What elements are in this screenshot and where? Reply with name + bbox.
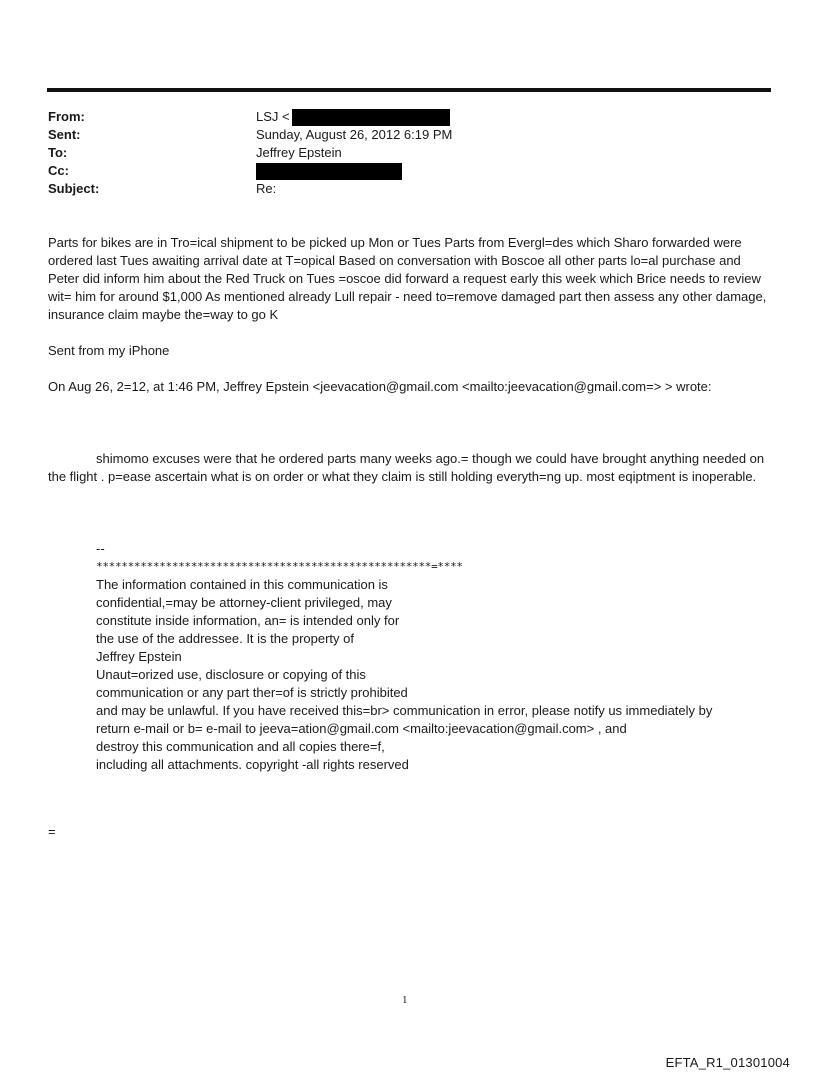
email-header (48, 108, 768, 198)
signature-line: including all attachments. copyright -all rights reserved (96, 757, 409, 772)
header-rule (47, 88, 771, 92)
cc-label: Cc: (48, 163, 69, 178)
cc-row (48, 162, 768, 180)
trailing-mark: = (48, 824, 56, 839)
signature-line: the use of the addressee. It is the property of (96, 631, 354, 646)
to-value: Jeffrey Epstein (256, 145, 342, 160)
quote-header: On Aug 26, 2=12, at 1:46 PM, Jeffrey Epstein <jeevacation@gmail.com <mailto:jeevacation@gmail.com=> > wrote: (48, 379, 712, 394)
from-label: From: (48, 109, 85, 124)
from-row (48, 108, 768, 126)
sent-value: Sunday, August 26, 2012 6:19 PM (256, 127, 453, 142)
cc-value (256, 162, 402, 180)
redaction-box (292, 109, 450, 126)
subject-label: Subject: (48, 181, 100, 196)
signature-line: confidential,=may be attorney-client privileged, may (96, 595, 392, 610)
subject-value: Re: (256, 181, 277, 196)
to-label: To: (48, 145, 68, 160)
sent-row (48, 126, 768, 144)
subject-row (48, 180, 768, 198)
signature-line: The information contained in this communication is (96, 577, 388, 592)
signature-line: Unaut=orized use, disclosure or copying of this (96, 667, 366, 682)
signature-stars: *****************************************************=**** (96, 560, 463, 573)
quoted-message: shimomo excuses were that he ordered parts many weeks ago.= though we could have brought anything needed on the flight . p=ease ascertain what is on order or what they claim is still holding everyth=ng up. most eqiptment is inoperable. (48, 451, 765, 484)
email-signature (96, 540, 776, 774)
redaction-box (256, 163, 402, 180)
from-sender: LSJ < (256, 109, 290, 124)
signature-line: destroy this communication and all copies there=f, (96, 739, 385, 754)
document-id: EFTA_R1_01301004 (665, 1055, 790, 1070)
message-body: Parts for bikes are in Tro=ical shipment to be picked up Mon or Tues Parts from Evergl=des which Sharo forwarded were ordered last Tues awaiting arrival date at T=opical Based on conversation with Boscoe all other parts lo=al purchase and Peter did inform him about the Red Truck on Tues =oscoe did forward a request early this week which Brice needs to review wit= him for around $1,000 As mentioned already Lull repair - need to=remove damaged part then assess any other damage, insurance claim maybe the=way to go K (48, 235, 767, 322)
signature-line: constitute inside information, an= is intended only for (96, 613, 400, 628)
to-row (48, 144, 768, 162)
signature-line: and may be unlawful. If you have received this=br> communication in error, please notify us immediately by (96, 703, 713, 718)
sent-label: Sent: (48, 127, 81, 142)
signature-line: Jeffrey Epstein (96, 649, 182, 664)
from-value (256, 108, 450, 126)
signature-dashes: -- (96, 541, 105, 556)
sent-from-line: Sent from my iPhone (48, 343, 170, 358)
page-number: 1 (402, 994, 408, 1006)
signature-line: communication or any part ther=of is strictly prohibited (96, 685, 408, 700)
signature-line: return e-mail or b= e-mail to jeeva=ation@gmail.com <mailto:jeevacation@gmail.com> , and (96, 721, 627, 736)
